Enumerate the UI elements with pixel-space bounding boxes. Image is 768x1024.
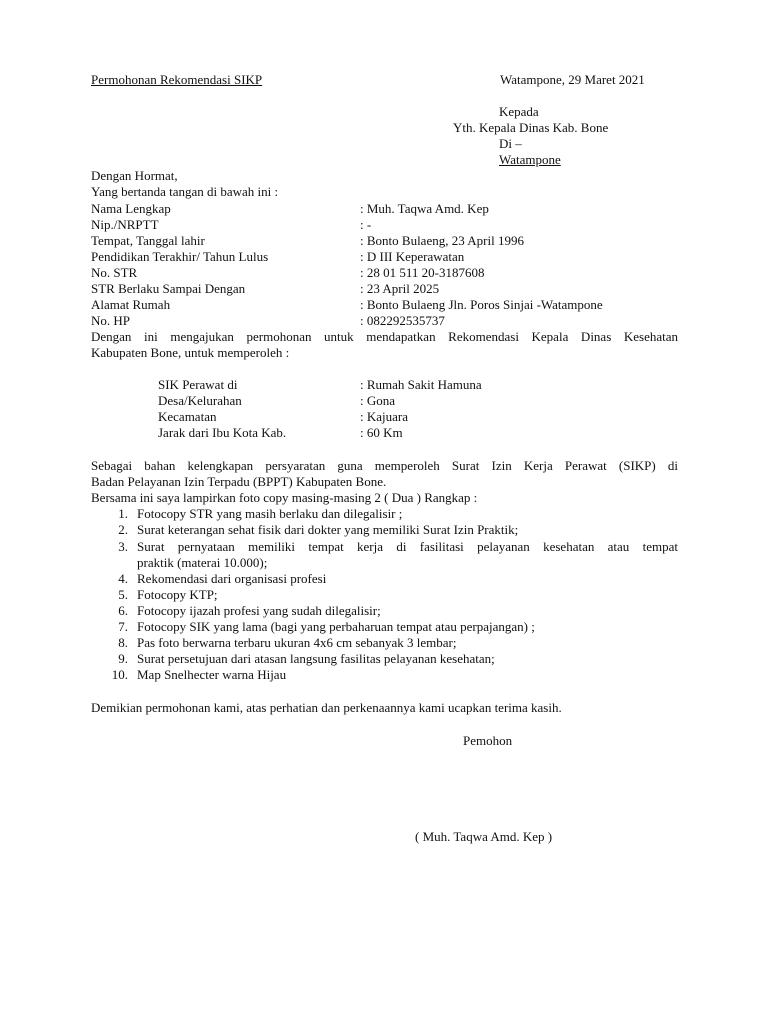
- request-line-2: Kabupaten Bone, untuk memperoleh :: [91, 345, 290, 360]
- field-value: : -: [360, 217, 372, 232]
- list-number: 9.: [118, 651, 128, 666]
- list-text: Fotocopy KTP;: [137, 587, 218, 602]
- list-number: 6.: [118, 603, 128, 618]
- request-line-1: Dengan ini mengajukan permohonan untuk mendapatkan Rekomendasi Kepala Dinas Kesehatan: [91, 329, 678, 344]
- field-row-education: [0, 249, 768, 265]
- field-row-str: [0, 265, 768, 281]
- list-text: Rekomendasi dari organisasi profesi: [137, 571, 327, 586]
- list-item: [0, 667, 768, 683]
- list-text: Surat keterangan sehat fisik dari dokter yang memiliki Surat Izin Praktik;: [137, 522, 519, 537]
- field-label: Tempat, Tanggal lahir: [91, 233, 205, 248]
- sik-row-place: [0, 377, 768, 393]
- sik-label: Jarak dari Ibu Kota Kab.: [158, 425, 287, 440]
- field-row-phone: [0, 313, 768, 329]
- sik-label: Desa/Kelurahan: [158, 393, 242, 408]
- list-number: 5.: [118, 587, 128, 602]
- list-text: praktik (materai 10.000);: [137, 555, 268, 570]
- field-row-address: [0, 297, 768, 313]
- signer-role: Pemohon: [463, 733, 513, 748]
- field-value: : Bonto Bulaeng, 23 April 1996: [360, 233, 524, 248]
- list-item: [0, 651, 768, 667]
- list-number: 3.: [118, 539, 128, 554]
- sik-value: : Rumah Sakit Hamuna: [360, 377, 482, 392]
- list-item-continuation: [0, 555, 768, 571]
- list-item: [0, 522, 768, 538]
- list-number: 10.: [111, 667, 128, 682]
- list-item: [0, 587, 768, 603]
- field-value: : Bonto Bulaeng Jln. Poros Sinjai -Watampone: [360, 297, 603, 312]
- sik-row-district: [0, 409, 768, 425]
- list-number: 8.: [118, 635, 128, 650]
- list-item: [0, 619, 768, 635]
- field-label: Nama Lengkap: [91, 201, 171, 216]
- field-value: : 28 01 511 20-3187608: [360, 265, 485, 280]
- list-item: [0, 571, 768, 587]
- closing-text: Demikian permohonan kami, atas perhatian dan perkenaannya kami ucapkan terima kasih.: [91, 700, 562, 715]
- field-row-str-valid: [0, 281, 768, 297]
- field-label: No. STR: [91, 265, 138, 280]
- field-label: Pendidikan Terakhir/ Tahun Lulus: [91, 249, 269, 264]
- recipient-line-3: Di –: [499, 136, 522, 151]
- intro-text: Yang bertanda tangan di bawah ini :: [91, 184, 279, 199]
- list-text: Surat persetujuan dari atasan langsung fasilitas pelayanan kesehatan;: [137, 651, 495, 666]
- sik-label: Kecamatan: [158, 409, 217, 424]
- recipient-line-2: Yth. Kepala Dinas Kab. Bone: [453, 120, 609, 135]
- list-item: [0, 635, 768, 651]
- requirements-line-1: Sebagai bahan kelengkapan persyaratan guna memperoleh Surat Izin Kerja Perawat (SIKP) di: [91, 458, 678, 473]
- field-value: : 082292535737: [360, 313, 445, 328]
- sik-value: : Kajuara: [360, 409, 409, 424]
- greeting: Dengan Hormat,: [91, 168, 178, 183]
- list-number: 7.: [118, 619, 128, 634]
- sik-row-village: [0, 393, 768, 409]
- field-value: : Muh. Taqwa Amd. Kep: [360, 201, 489, 216]
- list-number: 1.: [118, 506, 128, 521]
- field-label: Alamat Rumah: [91, 297, 171, 312]
- list-text: Map Snelhecter warna Hijau: [137, 667, 287, 682]
- letter-subject: Permohonan Rekomendasi SIKP: [91, 72, 263, 87]
- place-date: Watampone, 29 Maret 2021: [500, 72, 645, 87]
- list-text: Pas foto berwarna terbaru ukuran 4x6 cm sebanyak 3 lembar;: [137, 635, 457, 650]
- sik-row-distance: [0, 425, 768, 441]
- list-item: [0, 506, 768, 522]
- list-number: 2.: [118, 522, 128, 537]
- list-text: Fotocopy ijazah profesi yang sudah dilegalisir;: [137, 603, 381, 618]
- field-row-name: [0, 201, 768, 217]
- field-label: No. HP: [91, 313, 131, 328]
- sik-value: : Gona: [360, 393, 396, 408]
- field-row-nip: [0, 217, 768, 233]
- list-text: Fotocopy SIK yang lama (bagi yang perbaharuan tempat atau perpajangan) ;: [137, 619, 535, 634]
- recipient-line-4: Watampone: [499, 152, 561, 167]
- requirements-line-2: Badan Pelayanan Izin Terpadu (BPPT) Kabupaten Bone.: [91, 474, 387, 489]
- field-value: : 23 April 2025: [360, 281, 440, 296]
- field-label: Nip./NRPTT: [91, 217, 159, 232]
- signer-name: ( Muh. Taqwa Amd. Kep ): [415, 829, 553, 844]
- list-item: [0, 539, 768, 555]
- requirements-line-3: Bersama ini saya lampirkan foto copy masing-masing 2 ( Dua ) Rangkap :: [91, 490, 478, 505]
- field-row-birth: [0, 233, 768, 249]
- recipient-line-1: Kepada: [499, 104, 539, 119]
- field-value: : D III Keperawatan: [360, 249, 465, 264]
- list-number: 4.: [118, 571, 128, 586]
- list-item: [0, 603, 768, 619]
- field-label: STR Berlaku Sampai Dengan: [91, 281, 246, 296]
- sik-label: SIK Perawat di: [158, 377, 238, 392]
- list-text: Surat pernyataan memiliki tempat kerja di fasilitasi pelayanan kesehatan atau tempat: [137, 539, 678, 554]
- sik-value: : 60 Km: [360, 425, 403, 440]
- list-text: Fotocopy STR yang masih berlaku dan dilegalisir ;: [137, 506, 403, 521]
